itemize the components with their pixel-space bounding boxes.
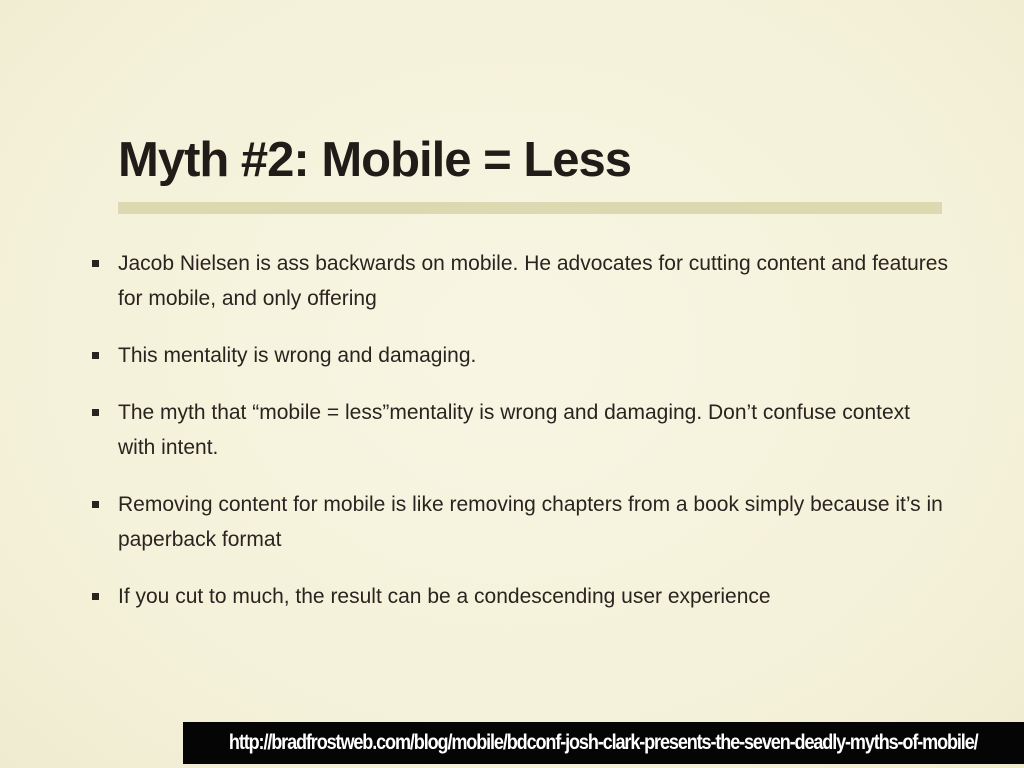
bullet-text: The myth that “mobile = less”mentality is wrong and damaging. Don’t confuse context with intent. — [118, 401, 910, 459]
source-url-text: http://bradfrostweb.com/blog/mobile/bdconf-josh-clark-presents-the-seven-deadly-myths-of-mobile/ — [229, 731, 978, 754]
bullet-list — [92, 246, 952, 636]
bullet-square-icon — [92, 260, 99, 267]
slide-title: Myth #2: Mobile = Less — [118, 133, 632, 187]
bullet-text: This mentality is wrong and damaging. — [118, 344, 477, 367]
list-item — [92, 395, 952, 465]
bullet-square-icon — [92, 409, 99, 416]
list-item — [92, 338, 952, 373]
list-item — [92, 487, 952, 557]
source-url-banner — [183, 722, 1024, 764]
bullet-square-icon — [92, 593, 99, 600]
bullet-square-icon — [92, 352, 99, 359]
bullet-text: If you cut to much, the result can be a condescending user experience — [118, 585, 771, 608]
list-item — [92, 579, 952, 614]
list-item — [92, 246, 952, 316]
title-underline — [118, 202, 942, 214]
bullet-text: Jacob Nielsen is ass backwards on mobile. He advocates for cutting content and features for mobile, and only offering — [118, 252, 948, 310]
bullet-text: Removing content for mobile is like removing chapters from a book simply because it’s in paperback format — [118, 493, 943, 551]
bullet-square-icon — [92, 501, 99, 508]
